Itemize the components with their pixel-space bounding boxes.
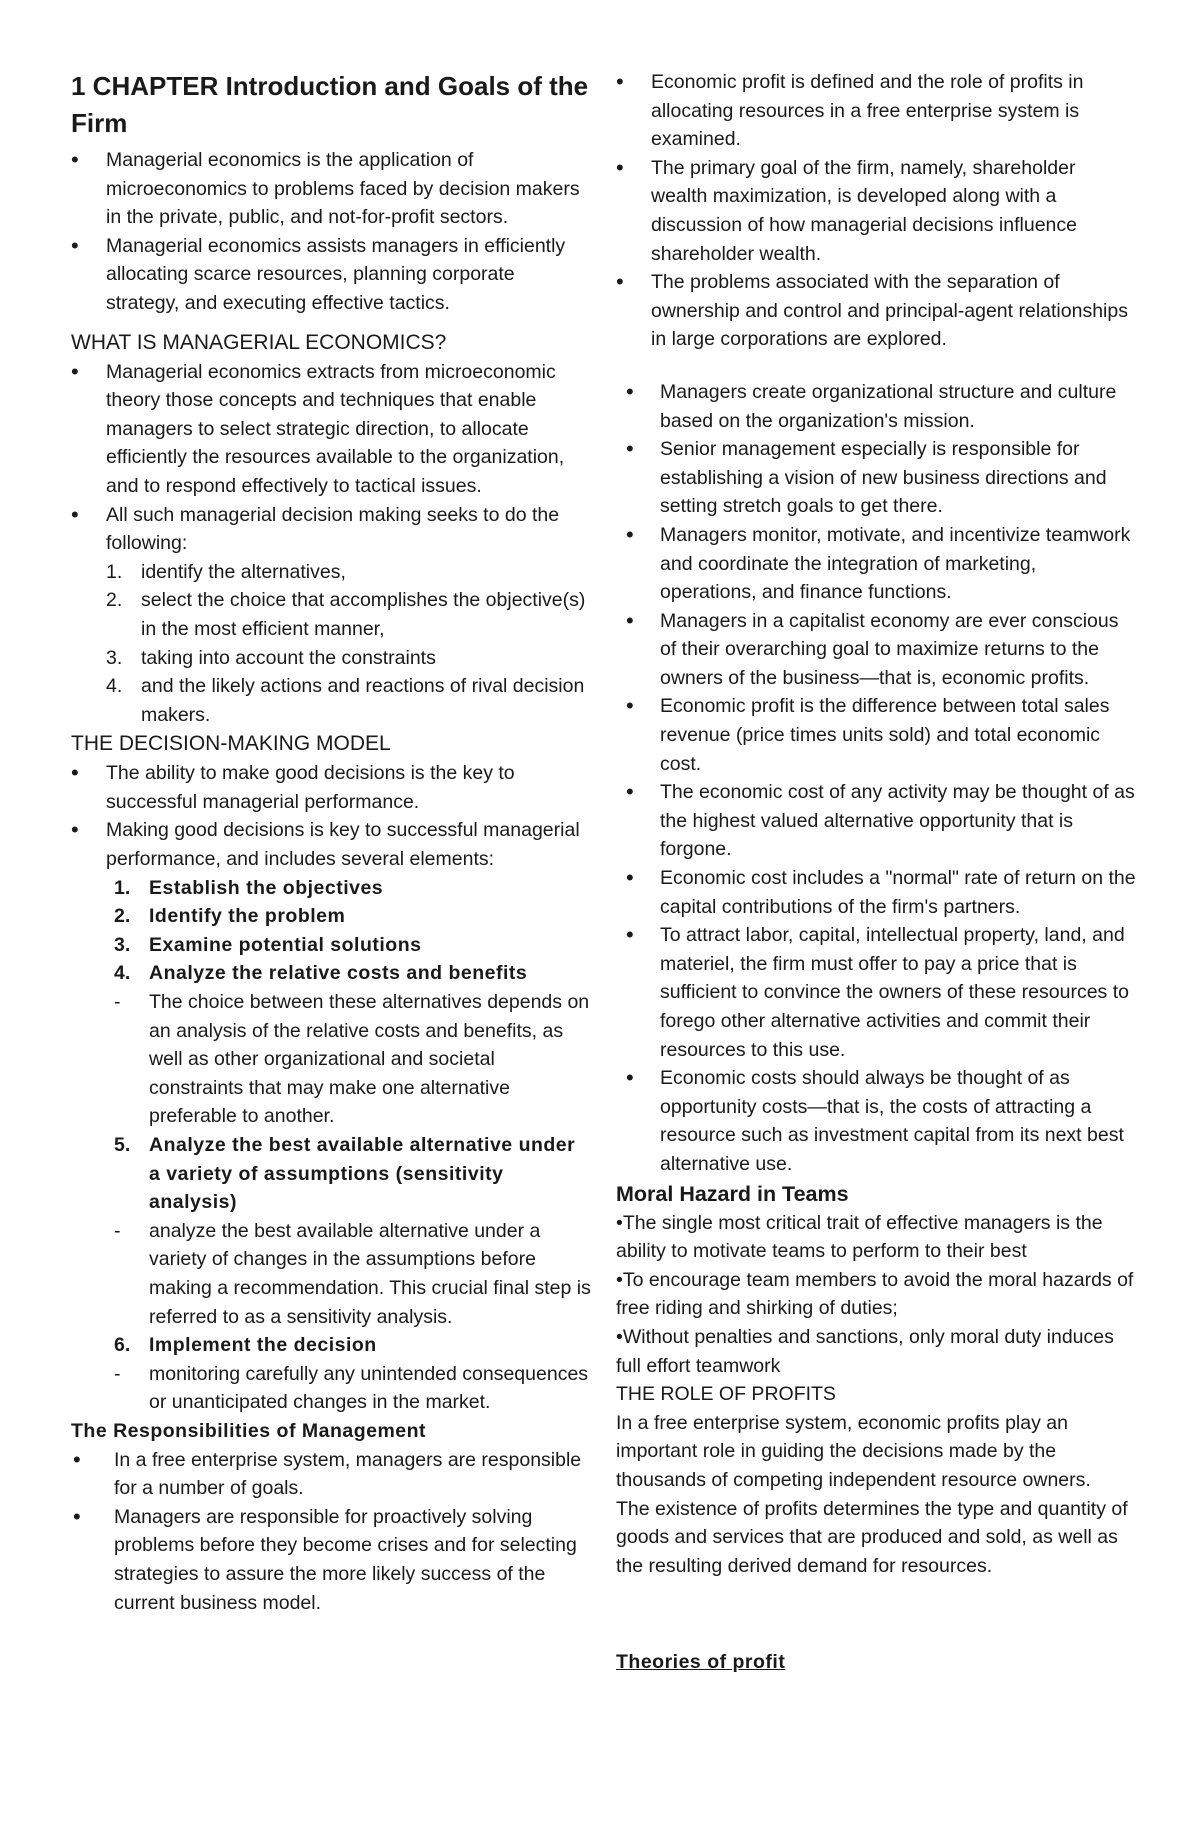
list-item: • Managerial economics assists managers in efficiently allocating scarce resources, planning corporate strategy, and executing effective tactics. (71, 232, 591, 318)
step-detail: - analyze the best available alternative under a variety of changes in the assumptions before making a recommendation. This crucial final step is referred to as a sensitivity analysis. (114, 1217, 591, 1331)
what-is-bullet-list (71, 358, 591, 558)
list-item: • Managers monitor, motivate, and incentivize teamwork and coordinate the integration of marketing, operations, and finance functions. (616, 521, 1136, 607)
right-column (616, 68, 1136, 1677)
list-item: • The ability to make good decisions is the key to successful managerial performance. (71, 759, 591, 816)
step-detail: - monitoring carefully any unintended consequences or unanticipated changes in the market. (114, 1360, 591, 1417)
step-title: Analyze the best available alternative under a variety of assumptions (sensitivity analysis) (149, 1134, 576, 1214)
list-item: • Managers in a capitalist economy are ever conscious of their overarching goal to maximize returns to the owners of the business—that is, economic profits. (616, 607, 1136, 693)
list-item: • To attract labor, capital, intellectual property, land, and materiel, the firm must offer to pay a price that is sufficient to convince the owners of these resources to forego other alternative activities and commit their resources to this use. (616, 921, 1136, 1064)
list-item: • All such managerial decision making seeks to do the following: (71, 501, 591, 558)
section-heading-theories-of-profit: Theories of profit (616, 1651, 786, 1674)
list-item: • The primary goal of the firm, namely, shareholder wealth maximization, is developed along with a discussion of how managerial decisions influence shareholder wealth. (616, 154, 1136, 268)
section-heading-moral-hazard: Moral Hazard in Teams (616, 1181, 849, 1206)
moral-hazard-line: •To encourage team members to avoid the moral hazards of free riding and shirking of duties; (616, 1268, 1134, 1320)
step-detail-list (149, 1360, 591, 1417)
step-detail-list (149, 1217, 591, 1331)
model-steps-list (114, 874, 591, 1417)
model-bullet-list (71, 759, 591, 873)
list-item: • Economic cost includes a "normal" rate of return on the capital contributions of the firm's partners. (616, 864, 1136, 921)
spacer (616, 1580, 1136, 1648)
list-item: • Economic profit is defined and the role of profits in allocating resources in a free enterprise system is examined. (616, 68, 1136, 154)
chapter-title: 1 CHAPTER Introduction and Goals of the Firm (71, 71, 589, 138)
item-number: 2. (106, 589, 123, 612)
list-item: • The economic cost of any activity may be thought of as the highest valued alternative opportunity that is forgone. (616, 778, 1136, 864)
list-item: • Senior management especially is responsible for establishing a vision of new business directions and setting stretch goals to get there. (616, 435, 1136, 521)
step-title: Examine potential solutions (149, 933, 422, 956)
item-number: 4. (114, 962, 131, 985)
list-item (114, 1331, 591, 1417)
spacer (616, 354, 1136, 378)
step-title: Analyze the relative costs and benefits (149, 962, 528, 985)
section-heading-what-is: WHAT IS MANAGERIAL ECONOMICS? (71, 330, 447, 354)
decision-steps-list (106, 558, 591, 730)
list-item (106, 672, 591, 729)
list-item: • Making good decisions is key to successful managerial performance, and includes several elements: (71, 816, 591, 873)
list-item (106, 586, 591, 643)
intro-bullet-list (71, 146, 591, 318)
item-number: 3. (114, 933, 131, 956)
section-heading-role-of-profits: THE ROLE OF PROFITS (616, 1383, 836, 1406)
paragraph: In a free enterprise system, economic profits play an important role in guiding the decisions made by the thousands of competing independent resource owners. (616, 1411, 1091, 1491)
list-item: • Managers are responsible for proactively solving problems before they become crises and for selecting strategies to assure the more likely success of the current business model. (71, 1503, 591, 1617)
top-bullet-list (616, 68, 1136, 354)
list-item: • Managerial economics is the application of microeconomics to problems faced by decision makers in the private, public, and not-for-profit sectors. (71, 146, 591, 232)
responsibilities-bullet-list (71, 1446, 591, 1618)
list-item: • The problems associated with the separation of ownership and control and principal-agent relationships in large corporations are explored. (616, 268, 1136, 354)
moral-hazard-line: •Without penalties and sanctions, only moral duty induces full effort teamwork (616, 1325, 1114, 1377)
step-detail: - The choice between these alternatives depends on an analysis of the relative costs and benefits, as well as other organizational and societal constraints that may make one alternative preferable to another. (114, 988, 591, 1131)
list-item (114, 931, 591, 960)
item-text: taking into account the constraints (141, 646, 436, 669)
item-number: 3. (106, 646, 123, 669)
list-item: • Economic profit is the difference between total sales revenue (price times units sold) and total economic cost. (616, 692, 1136, 778)
item-number: 5. (114, 1134, 131, 1156)
item-number: 4. (106, 675, 123, 698)
item-number: 1. (114, 876, 131, 899)
list-item (106, 558, 591, 587)
paragraph: The existence of profits determines the type and quantity of goods and services that are produced and sold, as well as the resulting derived demand for resources. (616, 1497, 1128, 1577)
list-item (114, 902, 591, 931)
item-number: 2. (114, 905, 131, 928)
step-detail-list (149, 988, 591, 1131)
managers-bullet-list (616, 378, 1136, 1179)
list-item (106, 644, 591, 673)
item-text: select the choice that accomplishes the objective(s) in the most efficient manner, (141, 589, 586, 640)
step-title: Establish the objectives (149, 876, 384, 899)
item-number: 1. (106, 560, 123, 583)
step-title: Identify the problem (149, 905, 346, 928)
item-text: and the likely actions and reactions of rival decision makers. (141, 675, 585, 726)
list-item: • Managerial economics extracts from microeconomic theory those concepts and techniques that enable managers to select strategic direction, to allocate efficiently the resources available to the organization, and to respond effectively to tactical issues. (71, 358, 591, 501)
section-heading-decision-model: THE DECISION-MAKING MODEL (71, 732, 391, 756)
list-item: • In a free enterprise system, managers are responsible for a number of goals. (71, 1446, 591, 1503)
moral-hazard-line: •The single most critical trait of effective managers is the ability to motivate teams to perform to their best (616, 1211, 1103, 1263)
list-item: • Managers create organizational structure and culture based on the organization's mission. (616, 378, 1136, 435)
left-column (71, 68, 591, 1617)
item-number: 6. (114, 1334, 131, 1357)
list-item (114, 1131, 591, 1331)
section-heading-responsibilities: The Responsibilities of Management (71, 1419, 427, 1442)
item-text: identify the alternatives, (141, 560, 346, 583)
list-item: • Economic costs should always be thought of as opportunity costs—that is, the costs of attracting a resource such as investment capital from its next best alternative use. (616, 1064, 1136, 1178)
list-item (114, 874, 591, 903)
step-title: Implement the decision (149, 1334, 377, 1357)
list-item (114, 959, 591, 1131)
